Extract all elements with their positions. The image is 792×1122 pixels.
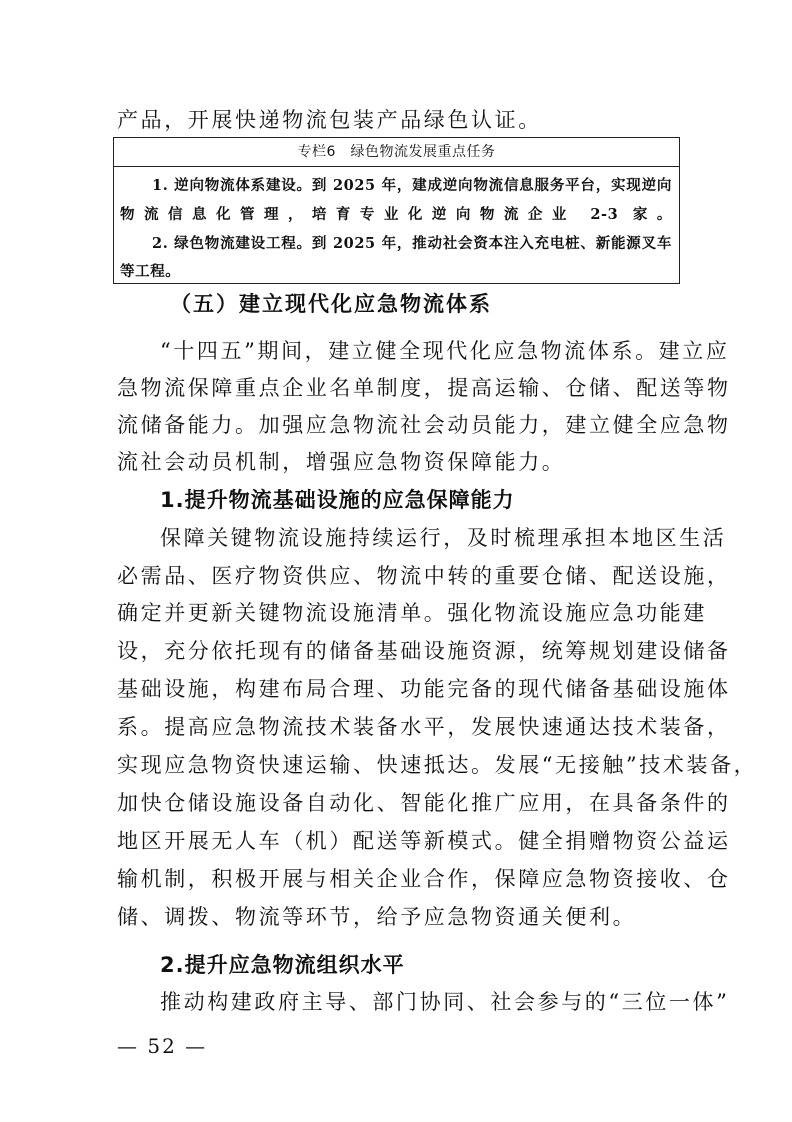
feature-box-title: 专栏6 绿色物流发展重点任务 (114, 138, 679, 167)
paragraph-line: 必需品、医疗物资供应、物流中转的重要仓储、配送设施， (117, 564, 731, 588)
subsection-heading-1: 1.提升物流基础设施的应急保障能力 (160, 488, 515, 512)
paragraph-line: 流储备能力。加强应急物流社会动员能力，建立健全应急物 (117, 413, 731, 437)
feature-box (113, 137, 680, 284)
feature-box-line: 1. 逆向物流体系建设。到 2025 年，建成逆向物流信息服务平台，实现逆向 (152, 177, 672, 194)
paragraph-line: 加快仓储设施设备自动化、智能化推广应用，在具备条件的 (117, 791, 731, 815)
paragraph-line: 急物流保障重点企业名单制度，提高运输、仓储、配送等物 (117, 376, 731, 400)
paragraph-line: 保障关键物流设施持续运行，及时梳理承担本地区生活 (160, 526, 727, 550)
paragraph-line: “十四五”期间，建立健全现代化应急物流体系。建立应 (160, 339, 730, 363)
paragraph-line: 输机制，积极开展与相关企业合作，保障应急物资接收、仓 (117, 867, 731, 891)
paragraph-line: 实现应急物资快速运输、快速抵达。发展“无接触”技术装备， (117, 753, 758, 777)
feature-box-line: 等工程。 (120, 263, 181, 280)
page-number: — 52 — (117, 1034, 208, 1058)
feature-box-line: 2. 绿色物流建设工程。到 2025 年，推动社会资本注入充电桩、新能源叉车 (152, 235, 672, 252)
paragraph-line: 基础设施，构建布局合理、功能完备的现代储备基础设施体 (117, 677, 731, 701)
paragraph-line: 系。提高应急物流技术装备水平，发展快速通达技术装备， (117, 715, 731, 739)
paragraph-line: 储、调拨、物流等环节，给予应急物资通关便利。 (117, 905, 637, 929)
section-heading: （五）建立现代化应急物流体系 (170, 292, 492, 316)
intro-line: 产品，开展快递物流包装产品绿色认证。 (117, 108, 542, 132)
paragraph-line: 设，充分依托现有的储备基础设施资源，统筹规划建设储备 (117, 639, 731, 663)
paragraph-line: 推动构建政府主导、部门协同、社会参与的“三位一体” (160, 990, 730, 1014)
subsection-heading-2: 2.提升应急物流组织水平 (160, 953, 405, 977)
paragraph-line: 确定并更新关键物流设施清单。强化物流设施应急功能建 (117, 601, 707, 625)
feature-box-line: 物流信息化管理，培育专业化逆向物流企业 2-3 家。 (120, 206, 672, 223)
paragraph-line: 地区开展无人车（机）配送等新模式。健全捐赠物资公益运 (117, 829, 731, 853)
paragraph-line: 流社会动员机制，增强应急物资保障能力。 (117, 450, 566, 474)
